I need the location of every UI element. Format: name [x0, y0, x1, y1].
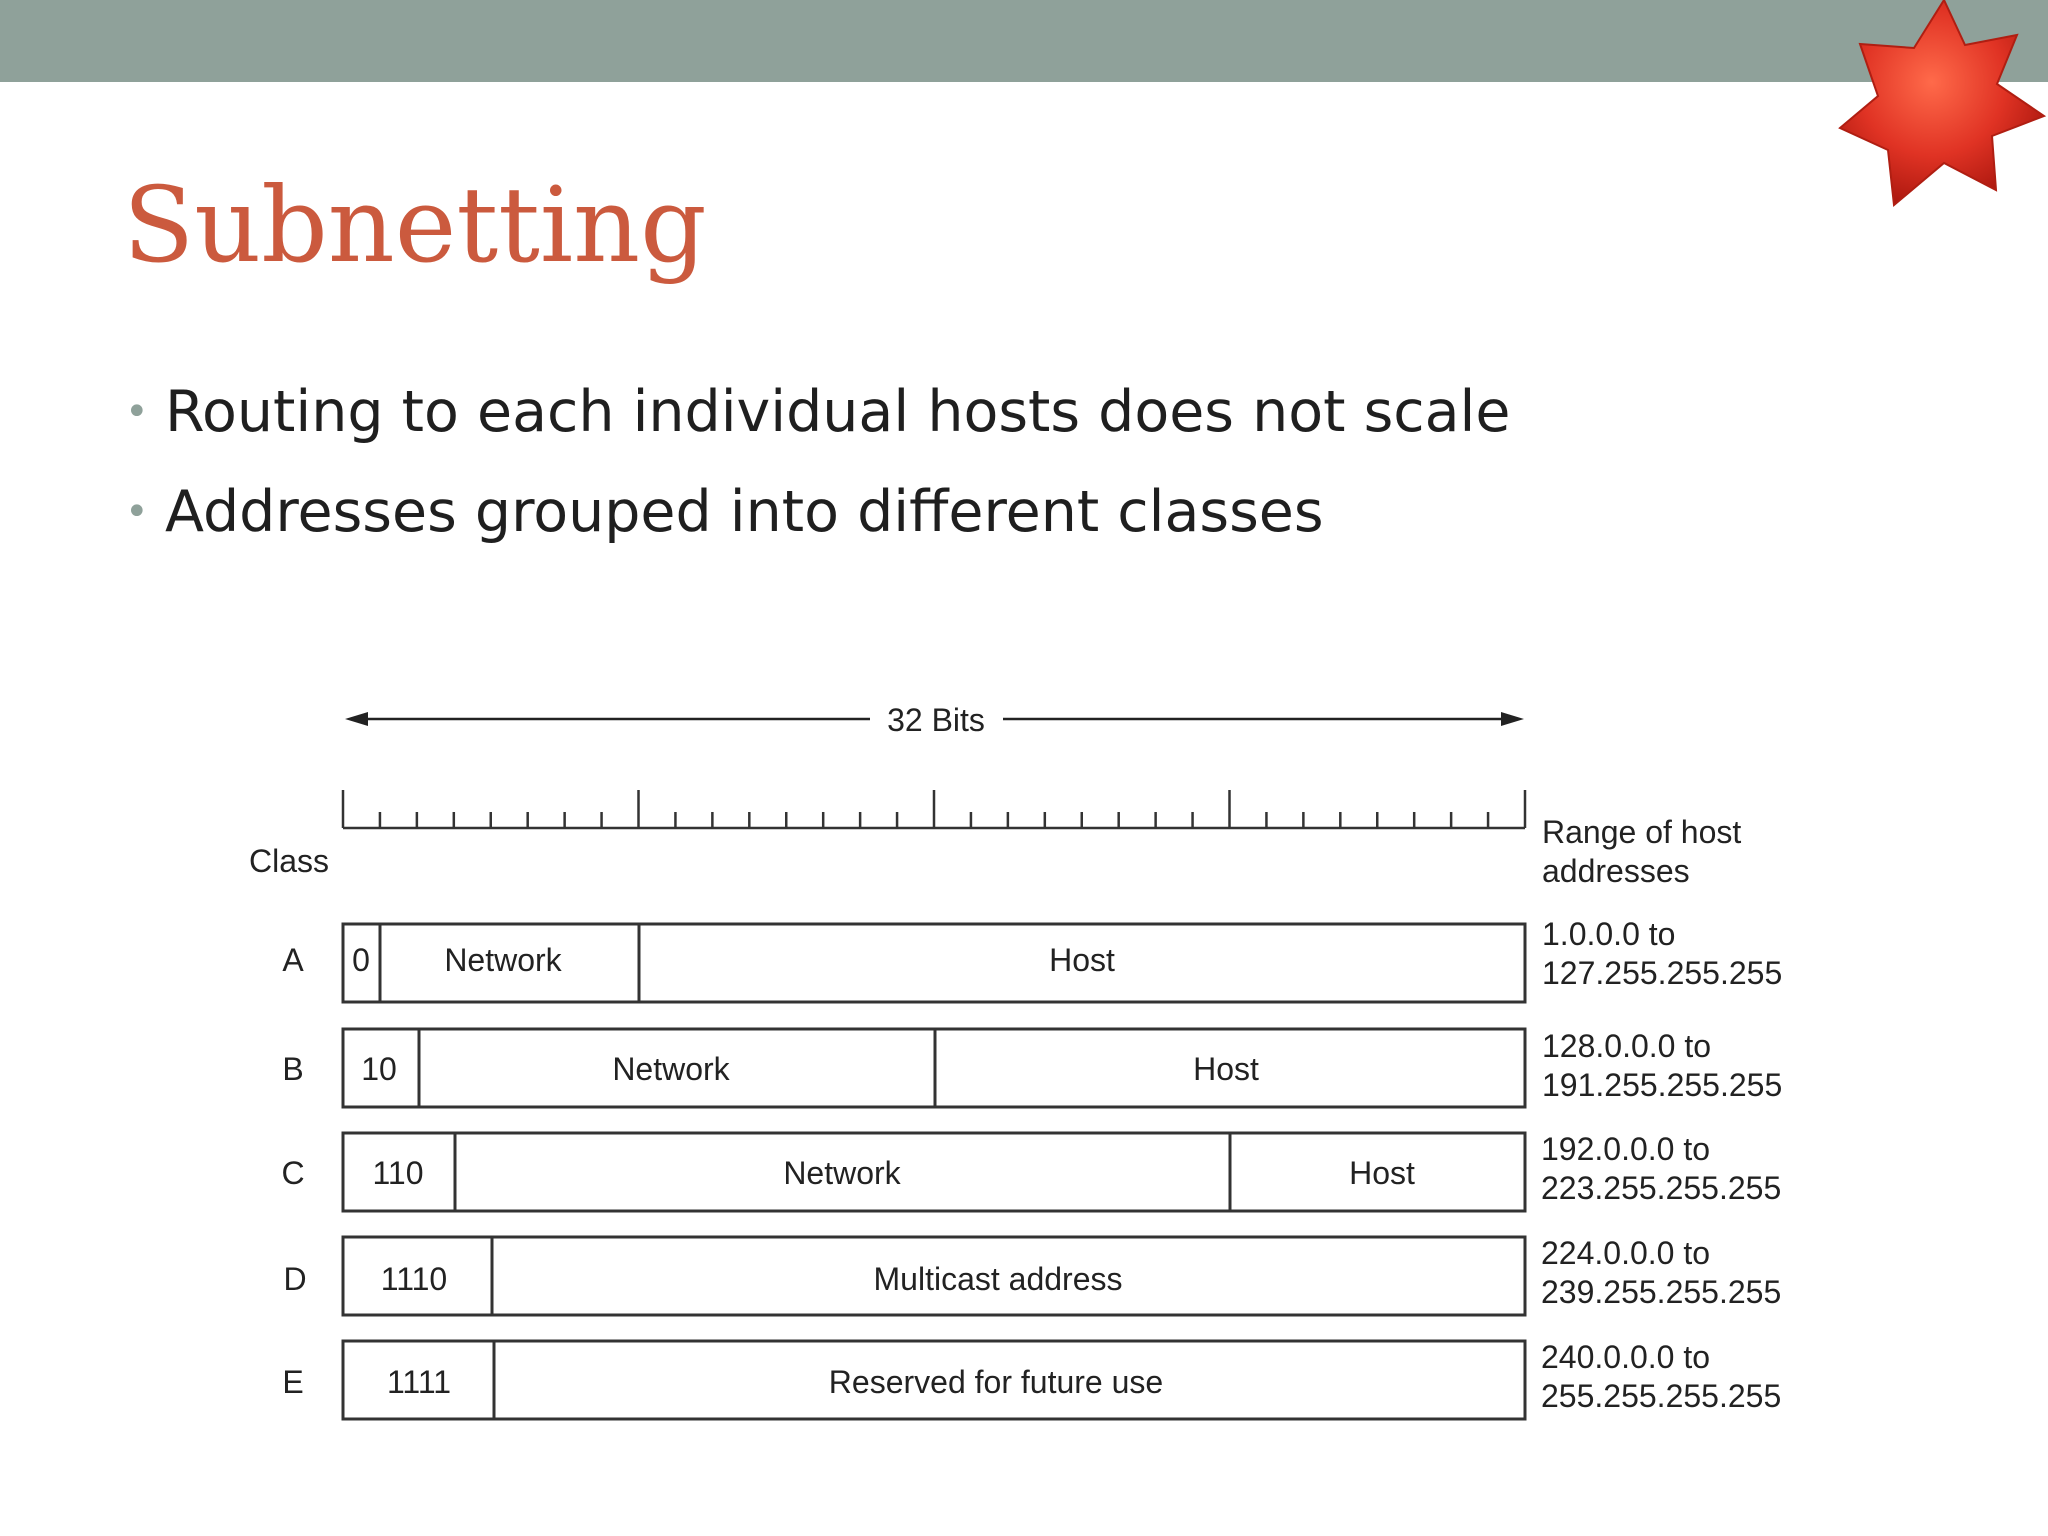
multicast-field: Multicast address — [873, 1261, 1123, 1297]
width-label: 32 Bits — [887, 702, 985, 738]
class-prefix: 0 — [352, 942, 370, 978]
class-row-a — [282, 916, 1782, 1002]
class-row-b — [282, 1028, 1782, 1107]
class-letter: D — [283, 1261, 307, 1297]
network-field: Network — [444, 942, 562, 978]
class-letter: B — [282, 1051, 304, 1087]
range-header-line-1: Range of host — [1542, 814, 1742, 850]
range-header-line-2: addresses — [1542, 853, 1690, 889]
bullet-icon: • — [125, 389, 149, 435]
address-box — [343, 924, 1525, 1002]
range-start: 192.0.0.0 to — [1541, 1131, 1711, 1167]
top-bar — [0, 0, 2048, 82]
bullet-item — [123, 372, 1510, 472]
bit-ruler — [343, 790, 1525, 828]
class-prefix: 110 — [372, 1155, 424, 1191]
class-letter: C — [281, 1155, 305, 1191]
range-start: 224.0.0.0 to — [1541, 1235, 1711, 1271]
star-logo-icon — [1832, 0, 2048, 212]
class-row-e — [282, 1339, 1781, 1419]
range-start: 240.0.0.0 to — [1541, 1339, 1711, 1375]
address-box — [343, 1341, 1525, 1419]
width-arrow — [345, 712, 1524, 726]
class-header: Class — [248, 843, 330, 879]
bullet-item — [123, 472, 1510, 572]
network-field: Network — [783, 1155, 901, 1191]
network-field: Network — [612, 1051, 730, 1087]
range-end: 239.255.255.255 — [1541, 1274, 1782, 1310]
bullet-text: Addresses grouped into different classes — [165, 479, 1324, 545]
class-letter: A — [282, 942, 304, 978]
host-field: Host — [1049, 942, 1115, 978]
address-box — [343, 1029, 1525, 1107]
reserved-field: Reserved for future use — [828, 1364, 1164, 1400]
address-box — [343, 1237, 1525, 1315]
class-prefix: 10 — [361, 1051, 397, 1087]
class-letter: E — [282, 1364, 304, 1400]
host-field: Host — [1349, 1155, 1415, 1191]
bullet-icon: • — [125, 489, 149, 535]
range-start: 1.0.0.0 to — [1542, 916, 1676, 952]
bullet-list — [123, 372, 1510, 572]
bullet-text: Routing to each individual hosts does not scale — [165, 379, 1511, 445]
host-field: Host — [1193, 1051, 1259, 1087]
range-end: 127.255.255.255 — [1542, 955, 1783, 991]
range-end: 223.255.255.255 — [1541, 1170, 1782, 1206]
class-row-c — [281, 1131, 1781, 1211]
slide-title: Subnetting — [123, 164, 707, 286]
class-prefix: 1111 — [386, 1364, 452, 1400]
class-prefix: 1110 — [380, 1261, 448, 1297]
range-end: 191.255.255.255 — [1542, 1067, 1783, 1103]
address-box — [343, 1133, 1525, 1211]
class-row-d — [283, 1235, 1781, 1315]
range-end: 255.255.255.255 — [1541, 1378, 1782, 1414]
range-start: 128.0.0.0 to — [1542, 1028, 1712, 1064]
